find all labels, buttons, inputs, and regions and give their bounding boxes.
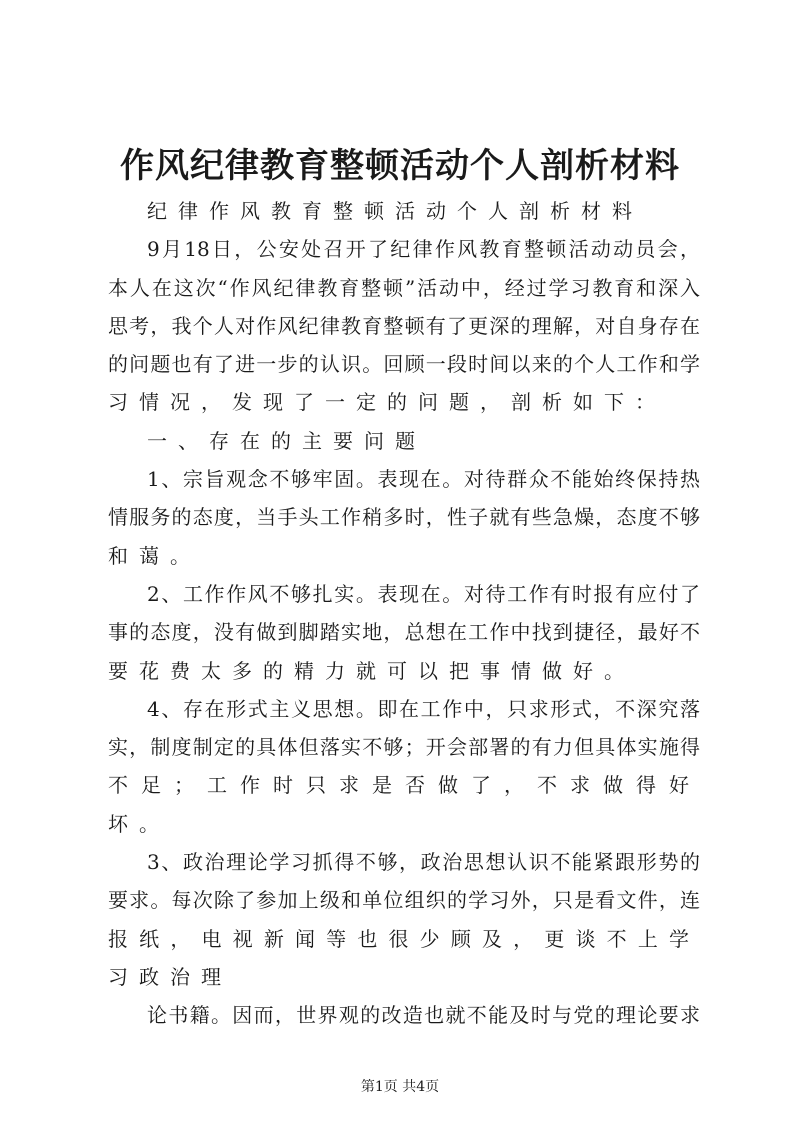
text-line: 情服务的态度，当手头工作稍多时，性子就有些急燥，态度不够: [108, 505, 700, 530]
text-line: 事的态度，没有做到脚踏实地，总想在工作中找到捷径，最好不: [108, 620, 700, 645]
paragraph: [108, 230, 700, 421]
paragraph: [108, 460, 700, 575]
text-line: 2、工作作风不够扎实。表现在。对待工作有时报有应付了: [147, 581, 700, 606]
text-line: 一、存在的主要问题: [147, 428, 426, 453]
page-footer: 第1页 共4页: [360, 1079, 440, 1095]
text-line: 要求。每次除了参加上级和单位组织的学习外，只是看文件，连: [108, 888, 700, 913]
text-line: 不足；工作时只求是否做了，不求做得好坏。: [108, 773, 700, 836]
text-line: 的问题也有了进一步的认识。回顾一段时间以来的个人工作和学: [108, 352, 700, 377]
paragraph: [108, 690, 700, 843]
paragraph: [108, 422, 700, 460]
paragraph: [108, 843, 700, 996]
text-line: 论书籍。因而，世界观的改造也就不能及时与党的理论要求: [147, 1003, 700, 1028]
text-line: 报纸，电视新闻等也很少顾及，更谈不上学习政治理: [108, 926, 700, 989]
text-line: 纪律作风教育整顿活动个人剖析材料: [147, 199, 643, 223]
text-line: 实，制度制定的具体但落实不够；开会部署的有力但具体实施得: [108, 735, 700, 760]
text-line: 习情况，发现了一定的问题，剖析如下：: [108, 390, 666, 415]
paragraph: [108, 996, 700, 1034]
text-line: 1、宗旨观念不够牢固。表现在。对待群众不能始终保持热: [147, 467, 700, 492]
paragraph: [108, 575, 700, 690]
text-line: 4、存在形式主义思想。即在工作中，只求形式，不深究落: [147, 696, 700, 721]
text-line: 本人在这次“作风纪律教育整顿”活动中，经过学习教育和深入: [108, 275, 700, 300]
document-body: [108, 192, 700, 1035]
document-title: 作风纪律教育整顿活动个人剖析材料: [120, 146, 680, 186]
text-line: 思考，我个人对作风纪律教育整顿有了更深的理解，对自身存在: [108, 313, 700, 338]
paragraph: [108, 192, 700, 230]
text-line: 9月18日，公安处召开了纪律作风教育整顿活动动员会，: [147, 237, 700, 262]
text-line: 要花费太多的精力就可以把事情做好。: [108, 658, 635, 683]
text-line: 和蔼。: [108, 543, 201, 568]
text-line: 3、政治理论学习抓得不够，政治思想认识不能紧跟形势的: [147, 850, 700, 875]
